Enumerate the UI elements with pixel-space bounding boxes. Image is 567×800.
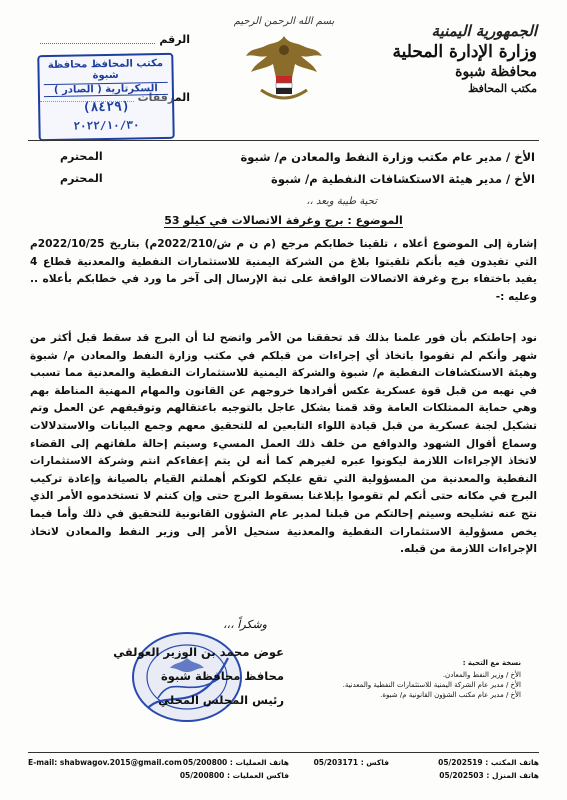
signatory-role: رئيس المجلس المحلي (158, 693, 284, 707)
body-paragraph-1: إشارة إلى الموضوع أعلاه ، تلقينا خطابكم مرجع (م ن م ش/2022/210م) بتاريخ 2022/10/25م التي تفيدون فيه بأنكم تلقيتوا بلاغ من الشركة اليمنية للاستثمارات النفطية والمعدنية قطاع 4 يفيد باختفاء برج وغرفة الاتصالات الواقعة على تبة الإرسال إلى آخر ما ورد في خطابكم بأعلاه .. وعليه :- (30, 238, 537, 303)
addressee-2: الأخ / مدير هيئة الاستكشافات النفطية م/ شبوة (271, 172, 535, 186)
ref-label: الرقم (159, 32, 190, 46)
signatory-name: عوض محمد بن الوزير العولقي (113, 645, 284, 659)
office-name: مكتب المحافظ (468, 82, 537, 95)
governorate-name: محافظة شبوة (455, 64, 537, 80)
basmala: بسم الله الرحمن الرحيم (233, 16, 335, 27)
cc-title: نسخة مع التحية : (462, 659, 521, 667)
ops-fax: فاكس العمليات : 05/200800 (179, 771, 289, 780)
cc-item: الأخ / وزير النفط والمعادن. (442, 671, 521, 679)
yemen-emblem-icon (243, 30, 325, 108)
body-paragraph-2: نود إحاطتكم بأن فور علمنا بذلك قد تحققنا من الأمر واتضح لنا أن البرج قد سقط قبل أكثر من شهر وأنكم لم تقوموا باتخاذ أي إجراءات من قبلكم في مكتب وزارة النفط والمعادن م/ شبوة وهيئة الاستكشافات النفطية م/ شبوة والشركة اليمنية للاستثمارات النفطية والمعدنية مما تسبب في نهبه من قبل قوة عسكرية عكس أفرادها خروجهم عن القانون والمهام المهنية المناطة بهم وهي حماية الممتلكات العامة وقد قمنا بشكل عاجل بالتوجيه باعتقالهم وتوقيفهم عن العمل وتم تشكيل لجنة عسكرية من قبل قيادة اللواء التابعين له للتحقيق معهم وجمع البيانات والاستدلالات وسماع أقوال الشهود والدوافع من خلف ذلك العمل المسيء وسيتم إحالة ملفاتهم إلى القضاء لاتخاذ الإجراءات اللازمة ليكونوا عبره لغيرهم كما أنه لن يتم إعفاءكم انتم وشركة الاستثمارات النفطية والمعدنية من المسؤولية التي تقع عليكم لكونكم أهملتم القيام بالصيانة وإعادة تركيب البرج في مكانه حتى أنكم لم تقوموا بإبلاغنا بسقوط البرج حتى وإن كنتم لا تستخدموه الأمر الذي نتج عنه تشليحه وسيتم إحالتكم من قبلنا لمدير عام الشؤون القانونية للتحقيق في ذلك وأما فيما يخص مسؤولية الاستثمارات النفطية والمعدنية سنحيل الأمر إلى وزير النفط والمعادن لاتخاذ الإجراءات اللازمة من قبله. (30, 332, 537, 556)
country-name: الجمهورية اليمنية (431, 22, 537, 40)
greeting: تحية طيبة وبعد ،، (306, 196, 377, 207)
signature-block (64, 640, 284, 712)
closing-thanks: وشكراً ،،، (223, 618, 267, 631)
header-divider (28, 140, 539, 141)
cc-list (316, 658, 521, 700)
cc-item: الأخ / مدير عام الشركة اليمنية للاستثمارات النفطية والمعدنية. (342, 681, 521, 689)
stamp-number: (٨٤٢٩) (82, 99, 130, 116)
fax-number: فاكس : 05/203171 (313, 758, 389, 767)
home-phone: هاتف المنزل : 05/202503 (439, 771, 539, 780)
stamp-secretariat-line: السكرتارية ( الصادر ) (44, 82, 168, 97)
addressee-1: الأخ / مدير عام مكتب وزارة النفط والمعادن م/ شبوة (240, 150, 535, 164)
subject-line (0, 214, 567, 227)
ministry-name: وزارة الإدارة المحلية (392, 42, 537, 62)
stamp-date: ٢٠٢٢/١٠/٣٠ (73, 118, 140, 133)
addressee-1-honorific: المحترم (60, 150, 103, 163)
attachments-label: المرفقات (137, 90, 190, 104)
email-address: E-mail: shabwagov.2015@gmail.com (28, 758, 182, 767)
footer-divider (28, 752, 539, 753)
ops-phone: هاتف العمليات : 05/200800 (182, 758, 289, 767)
office-phone: هاتف المكتب : 05/202519 (438, 758, 539, 767)
cc-item: الأخ / مدير عام مكتب الشؤون القانونية م/ شبوة. (380, 691, 521, 699)
subject-text: الموضوع : برج وغرفة الاتصالات في كيلو 53 (164, 214, 403, 227)
stamp-office-line: مكتب المحافظ محافظة شبوة (47, 58, 164, 82)
addressee-2-honorific: المحترم (60, 172, 103, 185)
letterhead-right (377, 22, 537, 95)
signatory-title: محافظ محافظة شبوة (160, 669, 284, 683)
outgoing-stamp (37, 53, 174, 141)
